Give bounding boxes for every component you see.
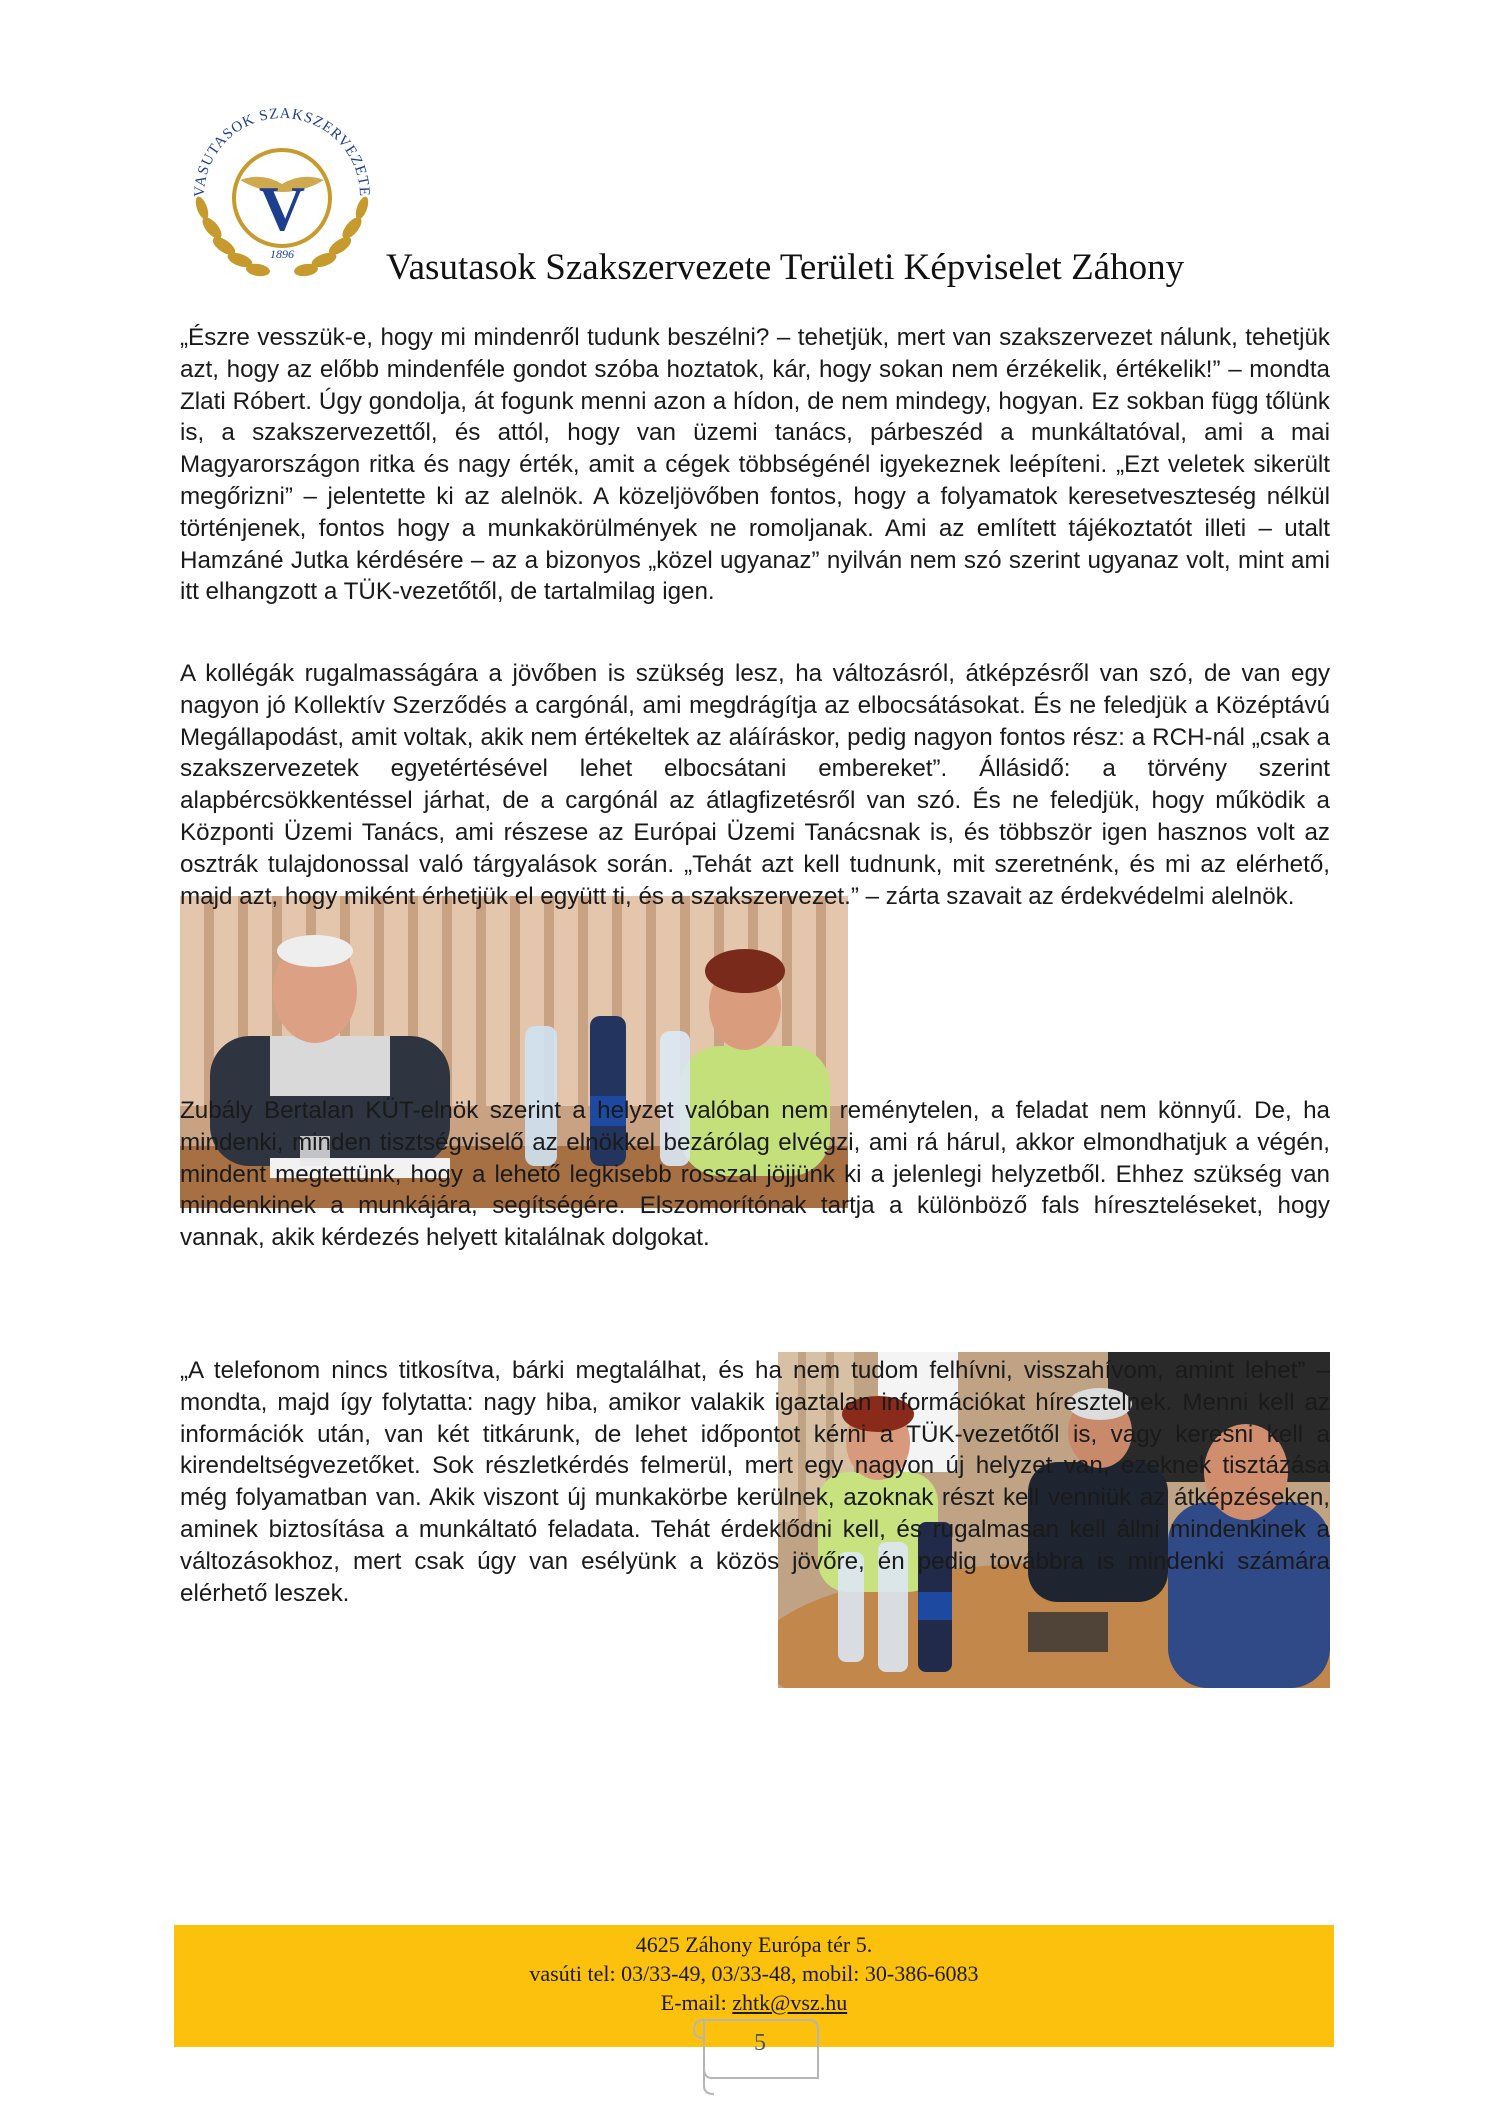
logo-letter: V bbox=[258, 173, 306, 244]
article-paragraph-4: „A telefonom nincs titkosítva, bárki megtalálhat, és ha nem tudom felhívni, visszahívom, amint lehet” – mondta, majd így folytatta: nagy hiba, amikor valakik igaztalan információkat híresztelnek. Menni kell az információk után, van két titkárunk, de lehet időpontot kérni a TÜK-vezetőtől is, vagy keresni kell a kirendeltségvezetőket. Sok részletkérdés felmerül, mert egy nagyon új helyzet van, ezeknek tisztázása még folyamatban van. Akik viszont új munkakörbe kerülnek, azoknak részt kell venniük az átképzéseken, aminek biztosítása a munkáltató feladata. Tehát érdeklődni kell, és rugalmasan kell állni mindenkinek a változásokhoz, mert csak úgy van esélyünk a közös jövőre, én pedig továbbra is mindenki számára elérhető leszek. bbox=[180, 1357, 1330, 1607]
logo-year: 1896 bbox=[270, 247, 294, 261]
footer-email-label: E-mail: bbox=[660, 1990, 733, 2015]
union-logo bbox=[182, 88, 382, 288]
article-paragraph-1: „Észre vesszük-e, hogy mi mindenről tudunk beszélni? – tehetjük, mert van szakszervezet nálunk, tehetjük azt, hogy az előbb mindenféle gondot szóba hoztatok, kár, hogy sokan nem érzékelik, értékelik!” – mondta Zlati Róbert. Úgy gondolja, át fogunk menni azon a hídon, de nem mindegy, hogyan. Ez sokban függ tőlünk is, a szakszervezettől, és attól, hogy van üzemi tanács, párbeszéd a munkáltatóval, ami a mai Magyarországon ritka és nagy érték, amit a cégek többségénél igyekeznek leépíteni. „Ezt veletek sikerült megőrizni” – jelentette ki az alelnök. A közeljövőben fontos, hogy a folyamatok keresetveszteség nélkül történjenek, fontos hogy a munkakörülmények ne romoljanak. Ami az említett tájékoztatót illeti – utalt Hamzáné Jutka kérdésére – az a bizonyos „közel ugyanaz” nyilván nem szó szerint ugyanaz volt, mint ami itt elhangzott a TÜK-vezetőtől, de tartalmilag igen. bbox=[180, 324, 1330, 606]
page-number: 5 bbox=[754, 2030, 766, 2056]
email-link[interactable]: zhtk@vsz.hu bbox=[732, 1990, 848, 2015]
footer-address: 4625 Záhony Európa tér 5. bbox=[635, 1932, 873, 1957]
footer-phones: vasúti tel: 03/33-49, 03/33-48, mobil: 30-386-6083 bbox=[529, 1961, 979, 1986]
logo-text: VASUTASOK SZAKSZERVEZETE bbox=[191, 105, 373, 198]
article-paragraph-2-text: A kollégák rugalmasságára a jövőben is szükség lesz, ha változásról, átképzésről van szó, de van egy nagyon jó Kollektív Szerződés a cargónál, ami megdrágítja az elbocsátásokat. És ne feledjük a Középtávú Megállapodást, amit voltak, akik nem értékeltek az aláíráskor, pedig nagyon fontos rész: a RCH-nál „csak a szakszervezetek egyetértésével lehet elbocsátani embereket”. Állásidő: a törvény szerint alapbércsökkentéssel járhat, de a cargónál az átlagfizetésről van szó. És ne feledjük, hogy működik a Központi Üzemi Tanács, ami részese az Európai Üzemi Tanácsnak is, és többször igen hasznos volt az osztrák tulajdonossal való tárgyalások során. „Tehát azt kell tudnunk, mit szeretnénk, és mi az elérhető, majd azt, hogy miként érhetjük el együtt ti, és a szakszervezet.” – zárta szavait az érdekvédelmi alelnök. bbox=[180, 660, 1330, 910]
article-paragraph-3: Zubály Bertalan KÜT-elnök szerint a helyzet valóban nem reménytelen, a feladat nem könnyű. De, ha mindenki, minden tisztségviselő az elnökkel bezárólag elvégzi, ami rá hárul, akkor elmondhatjuk a végén, mindent megtettünk, hogy a lehető legkisebb rosszal jöjjünk ki a jelenlegi helyzetből. Ehhez szükség van mindenkinek a munkájára, segítségére. Elszomorítónak tartja a különböző fals híreszteléseket, hogy vannak, akik kérdezés helyett kitalálnak dolgokat. bbox=[180, 1097, 1330, 1252]
page-title: Vasutasok Szakszervezete Területi Képviselet Záhony bbox=[386, 247, 1185, 288]
article-paragraph-2 bbox=[180, 658, 1330, 912]
